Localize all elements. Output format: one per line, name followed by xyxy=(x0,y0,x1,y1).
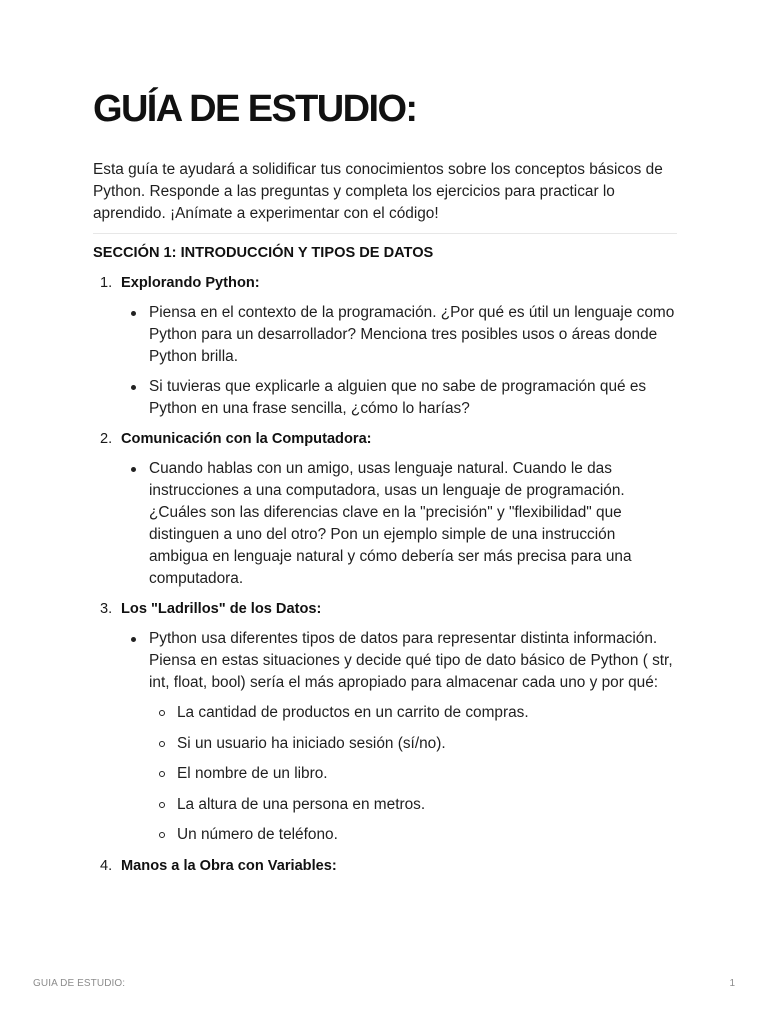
sub-bullet-text: El nombre de un libro. xyxy=(177,765,328,782)
sub-bullet-icon xyxy=(159,710,165,716)
question-title: Los "Ladrillos" de los Datos: xyxy=(121,601,322,617)
bullet-text: Cuando hablas con un amigo, usas lenguaje natural. Cuando le das instrucciones a una computadora, usas un lenguaje de programación. ¿Cuáles son las diferencias clave en la "precisión" y "flexibilidad" que distinguen a uno del otro? Pon un ejemplo simple de una instrucción ambigua en lenguaje natural y cómo debería ser más precisa para una computadora. xyxy=(149,460,632,587)
question-item-2 xyxy=(93,428,677,590)
footer-page-number: 1 xyxy=(729,978,735,989)
sub-list-item xyxy=(149,763,677,785)
question-title: Explorando Python: xyxy=(121,275,260,291)
bullet-list xyxy=(121,302,677,420)
sub-list-item xyxy=(149,824,677,846)
sub-bullet-icon xyxy=(159,832,165,838)
question-title: Manos a la Obra con Variables: xyxy=(121,857,337,874)
footer-document-title: GUIA DE ESTUDIO: xyxy=(33,978,126,989)
sub-bullet-icon xyxy=(159,771,165,777)
list-item xyxy=(121,376,677,420)
question-number: 2. xyxy=(100,431,113,447)
questions-list xyxy=(93,272,677,885)
question-number: 3. xyxy=(100,601,113,617)
sub-list-item xyxy=(149,733,677,755)
list-item xyxy=(121,458,677,590)
sub-bullet-text: La cantidad de productos en un carrito de compras. xyxy=(177,704,529,721)
list-item xyxy=(121,628,677,846)
question-number: 1. xyxy=(100,275,113,291)
bullet-icon xyxy=(131,385,136,390)
question-item-3 xyxy=(93,598,677,846)
question-item-1 xyxy=(93,272,677,420)
bullet-text: Si tuvieras que explicarle a alguien que no sabe de programación qué es Python en una frase sencilla, ¿cómo lo harías? xyxy=(149,378,647,417)
list-item xyxy=(121,302,677,368)
bullet-icon xyxy=(131,467,136,472)
page-title: GUÍA DE ESTUDIO: xyxy=(93,88,417,130)
sub-bullet-text: Si un usuario ha iniciado sesión (sí/no). xyxy=(177,734,446,752)
bullet-text: Piensa en el contexto de la programación. ¿Por qué es útil un lenguaje como Python para un desarrollador? Menciona tres posibles usos o áreas donde Python brilla. xyxy=(149,304,675,365)
question-title: Comunicación con la Computadora: xyxy=(121,431,372,447)
sub-bullet-icon xyxy=(159,741,165,747)
sub-list-item xyxy=(149,702,677,724)
section-heading: SECCIÓN 1: INTRODUCCIÓN Y TIPOS DE DATOS xyxy=(93,245,434,261)
sub-bullet-list xyxy=(149,702,677,846)
bullet-icon xyxy=(131,637,136,642)
bullet-text: Python usa diferentes tipos de datos para representar distinta información. Piensa en estas situaciones y decide qué tipo de dato básico de Python ( str, int, float, bool) sería el más apropiado para almacenar cada uno y por qué: xyxy=(149,630,673,691)
sub-bullet-icon xyxy=(159,802,165,808)
question-item-4 xyxy=(93,855,677,877)
bullet-list xyxy=(121,458,677,590)
sub-bullet-text: Un número de teléfono. xyxy=(177,826,338,843)
sub-bullet-text: La altura de una persona en metros. xyxy=(177,795,426,813)
sub-list-item xyxy=(149,794,677,816)
bullet-icon xyxy=(131,311,136,316)
question-number: 4. xyxy=(100,857,113,874)
bullet-list xyxy=(121,628,677,846)
intro-paragraph: Esta guía te ayudará a solidificar tus conocimientos sobre los conceptos básicos de Python. Responde a las preguntas y completa los ejercicios para practicar lo aprendido. ¡Anímate a experimentar con el código! xyxy=(93,161,663,222)
divider xyxy=(93,233,677,234)
